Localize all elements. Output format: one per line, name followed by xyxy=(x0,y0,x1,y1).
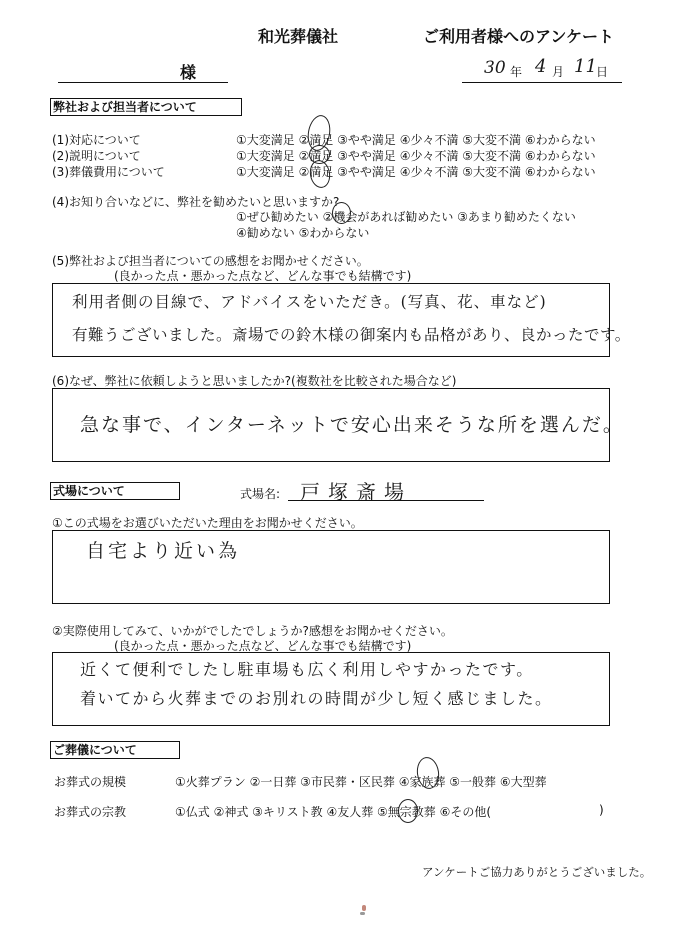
section-company-title: 弊社および担当者について xyxy=(50,98,242,116)
q3-label: (3)葬儀費用について xyxy=(52,165,165,179)
funeral-religion-options: ①仏式 ②神式 ③キリスト教 ④友人葬 ⑤無宗教葬 ⑥その他( xyxy=(175,805,492,819)
q4-options-line1: ①ぜひ勧めたい ②機会があれば勧めたい ③あまり勧めたくない xyxy=(236,210,576,224)
survey-title: ご利用者様へのアンケート xyxy=(423,27,615,46)
q5-note: (良かった点・悪かった点など、どんな事でも結構です) xyxy=(114,269,412,283)
funeral-religion-close: ) xyxy=(599,803,604,817)
venue-q2-question: ②実際使用してみて、いかがでしたでしょうか?感想をお聞かせください。 xyxy=(52,624,453,638)
section-funeral-title: ご葬儀について xyxy=(50,741,180,759)
q1-label: (1)対応について xyxy=(52,133,141,147)
venue-q1-answer: 自宅より近い為 xyxy=(86,540,241,562)
sama-label: 様 xyxy=(180,63,197,82)
venue-name-value: 戸塚斎場 xyxy=(300,480,412,504)
funeral-religion-answer-circle xyxy=(398,799,418,823)
date-month-unit: 月 xyxy=(552,65,565,79)
date-day-unit: 日 xyxy=(596,65,609,79)
venue-q2-answer-line2: 着いてから火葬までのお別れの時間が少し短く感じました。 xyxy=(80,689,553,708)
thanks-message: アンケートご協力ありがとうございました。 xyxy=(422,865,652,879)
scan-speck xyxy=(362,905,366,911)
q3-options: ①大変満足 ②満足 ③やや満足 ④少々不満 ⑤大変不満 ⑥わからない xyxy=(236,165,596,179)
q2-options: ①大変満足 ②満足 ③やや満足 ④少々不満 ⑤大変不満 ⑥わからない xyxy=(236,149,596,163)
date-year-unit: 年 xyxy=(510,65,523,79)
funeral-scale-label: お葬式の規模 xyxy=(54,775,127,789)
q5-question: (5)弊社および担当者についての感想をお聞かせください。 xyxy=(52,254,369,268)
q4-question: (4)お知り合いなどに、弊社を勧めたいと思いますか? xyxy=(52,195,340,209)
q5-answer-line1: 利用者側の目線で、アドバイスをいただき。(写真、花、車など) xyxy=(72,293,547,311)
date-underline xyxy=(462,82,622,83)
venue-q2-note: (良かった点・悪かった点など、どんな事でも結構です) xyxy=(114,639,412,653)
q4-answer-circle xyxy=(332,202,351,224)
scan-speck xyxy=(360,912,365,915)
q4-options-line2: ④勧めない ⑤わからない xyxy=(236,226,370,240)
q2-label: (2)説明について xyxy=(52,149,141,163)
date-month: 4 xyxy=(535,56,547,77)
name-underline xyxy=(58,82,228,83)
q5-answer-line2: 有難うございました。斎場での鈴木様の御案内も品格があり、良かったです。 xyxy=(72,326,631,344)
venue-name-underline xyxy=(288,500,484,501)
venue-q2-answer-line1: 近くて便利でしたし駐車場も広く利用しやすかったです。 xyxy=(80,660,534,679)
section-venue-title: 式場について xyxy=(50,482,180,500)
q1-options: ①大変満足 ②満足 ③やや満足 ④少々不満 ⑤大変不満 ⑥わからない xyxy=(236,133,596,147)
date-year: 30 xyxy=(484,58,506,78)
funeral-religion-label: お葬式の宗教 xyxy=(54,805,127,819)
date-day: 11 xyxy=(574,56,597,77)
company-name: 和光葬儀社 xyxy=(258,27,339,46)
q6-answer: 急な事で、インターネットで安心出来そうな所を選んだ。 xyxy=(80,414,624,436)
q6-question: (6)なぜ、弊社に依頼しようと思いましたか?(複数社を比較された場合など) xyxy=(52,374,457,388)
funeral-scale-options: ①火葬プラン ②一日葬 ③市民葬・区民葬 ④家族葬 ⑤一般葬 ⑥大型葬 xyxy=(175,775,547,789)
venue-name-label: 式場名: xyxy=(240,487,281,501)
venue-q1-question: ①この式場をお選びいただいた理由をお聞かせください。 xyxy=(52,516,363,530)
